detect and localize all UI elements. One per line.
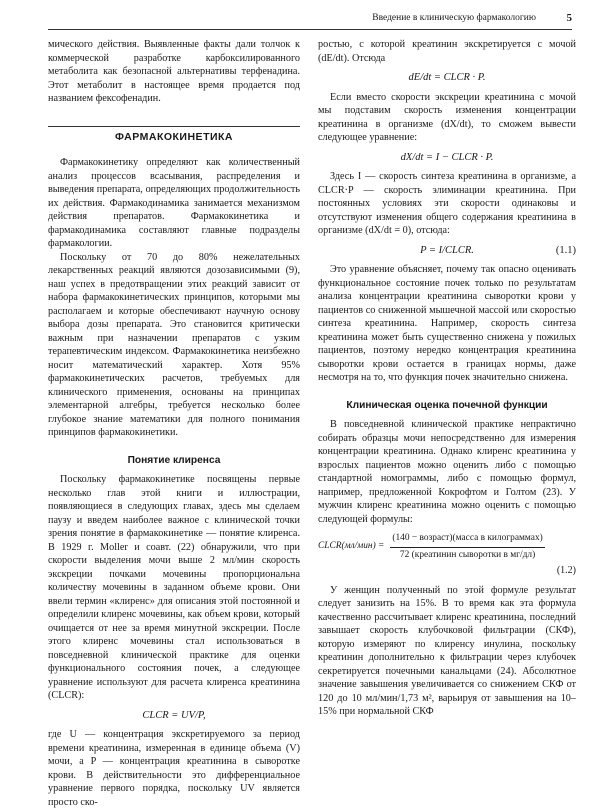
paragraph: ростью, с которой креатинин экскретируется с мочой (dE/dt). Отсюда (318, 39, 576, 64)
paragraph: У женщин полученный по этой формуле результат следует занизить на 15%. В то время как эта формула качественно рассчитывает клиренс креатинина, последний завышает скорость клубочковой фильтрации (СКФ), которую измеряют по клиренсу инулина, поскольку креатинин дополнительно к фильтрации через клубочек секретируется почечными канальцами (24). Абсолютное значение завышения увеличивается со снижением СКФ от 120 до 10 мл/мин/1,73 м², варьируя от завышения на 10–15% при нормальной СКФ (318, 584, 576, 717)
paragraph: В повседневной клинической практике непрактично собирать образцы мочи непосредственно для измерения концентрации креатинина. Однако клиренс креатинина у взрослых пациентов можно оценить либо с помощью стандартной номограммы, либо с помощью формул, например, предложенной Кокрофтом и Голтом (23). У мужчин клиренс креатинина можно оценить с помощью следующей формулы: (318, 419, 576, 525)
subsection-title: Клиническая оценка почечной функции (346, 399, 548, 411)
section-title (48, 126, 300, 145)
formula-lhs: CLCR(мл/мин) = (318, 541, 385, 552)
running-header (48, 13, 572, 30)
formula-numerator: (140 − возраст)(масса в килограммах) (390, 532, 544, 548)
formula: CLCR = UV/P, (142, 709, 206, 721)
formula-fraction (390, 532, 544, 562)
section-title-text: ФАРМАКОКИНЕТИКА (114, 130, 234, 143)
section-rule (48, 126, 300, 127)
formula: dX/dt = I − CLCR · P. (400, 151, 494, 163)
right-column (318, 38, 576, 719)
left-column (48, 38, 300, 809)
paragraph: где U — концентрация экскретируемого за период времени креатинина, измеренная в единице объема (V) мочи, а P — концентрация креатинина в сыворотке крови. В действительности это дифференциальное уравнение первого порядка, поскольку UV является просто ско- (48, 729, 300, 808)
formula: P = I/CLCR. (420, 244, 474, 256)
paragraph: Это уравнение объясняет, почему так опасно оценивать функциональное состояние почек только по результатам анализа концентрации креатинина сыворотки крови у пациентов со сниженной мышечной массой или скоростью синтеза креатинина. Например, скорость синтеза креатинина может быть существенно снижена у пожилых пациентов, поэтому нередко концентрация креатинина сыворотки крови остается в границах нормы, даже несмотря на то, что функция почек значительно снижена. (318, 264, 576, 383)
paragraph: мического действия. Выявленные факты дали толчок к коммерческой разработке карбоксилированного метаболита как безопасной альтернативы терфенадина. Этот метаболит в настоящее время продается под названием фексофенадин. (48, 39, 300, 104)
equation-number: (1.2) (556, 565, 576, 576)
paragraph: Если вместо скорости экскреции креатинина с мочой мы подставим скорость изменения концентрации креатинина в организме (dX/dt), то сможем вывести следующее уравнение: (318, 91, 576, 143)
paragraph: Поскольку от 70 до 80% нежелательных лекарственных реакций являются дозозависимыми (9), наш успех в предотвращении этих реакций зависит от набора фармакокинетических принципов, которыми мы располагаем и которые обеспечивают научную основу выбора дозы препарата. Это становится критически важным при назначении препаратов с узким терапевтическим индексом. Фармакокинетика неизбежно носит математический характер. Хотя 95% фармакокинетических расчетов, требуемых для клинического применения, основаны на принципах элементарной алгебры, требуется несколько более глубокое знание математики для полного понимания принципов фармакокинетики. (48, 251, 300, 438)
page-number: 5 (566, 12, 572, 24)
cockcroft-gault-formula (318, 532, 576, 562)
paragraph: Здесь I — скорость синтеза креатинина в организме, а CLCR·P — скорость элиминации креатинина. При постоянных условиях эти скорости одинаковы и отсутствуют изменения общего содержания креатинина в организме (dX/dt = 0), отсюда: (318, 171, 576, 236)
running-title: Введение в клиническую фармакологию (372, 13, 536, 23)
subsection-title: Понятие клиренса (127, 454, 221, 466)
numbered-formula (318, 244, 576, 258)
paragraph: Фармакокинетику определяют как количественный анализ процессов всасывания, распределения и выведения препарата, определяющих продолжительность их действия. Фармакодинамика занимается механизмом действия препаратов. Фармакокинетика и фармакодинамика составляют главные подразделы фармакологии. (48, 157, 300, 249)
formula: dE/dt = CLCR · P. (408, 72, 486, 83)
formula-denominator: 72 (креатинин сыворотки в мг/дл) (399, 549, 536, 560)
equation-number: (1.1) (555, 244, 576, 256)
paragraph: Поскольку фармакокинетике посвящены первые несколько глав этой книги и иллюстрации, появляющиеся в следующих главах, здесь мы сделаем паузу и введем наиболее важное с клинической точки зрения понятие в фармакокинетике — понятие клиренса. В 1929 г. Moller и соавт. (22) обнаружили, что при скорости выделения мочи выше 2 мл/мин скорость экскреции почками мочевины пропорциональна количеству мочевины в заданном объеме крови. Они ввели термин «клиренс» для описания этой постоянной и определили клиренс мочевины, как объем крови, который очищается от нее за время минутной экскреции. После этого клиренс мочевины стал использоваться в повседневной клинической практике для оценки функционального состояния почек, а следующее уравнение используют для расчета клиренса креатинина (CLCR): (48, 474, 300, 701)
